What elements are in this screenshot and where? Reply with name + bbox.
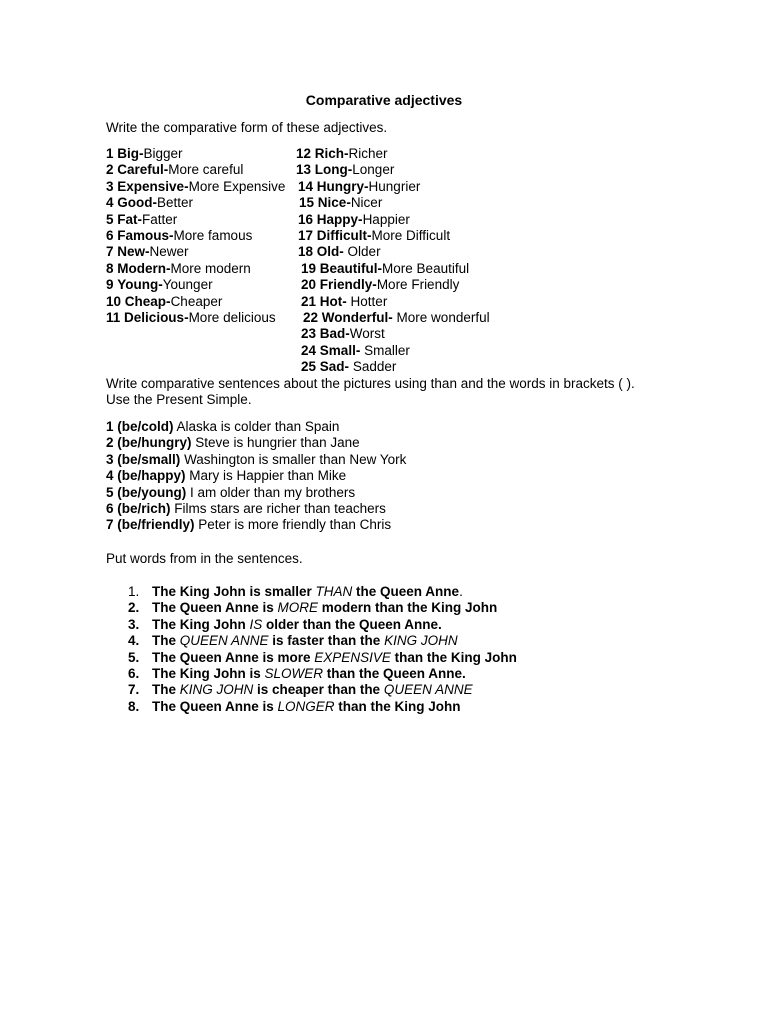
fill-sentence-item: 1. The King John is smaller THAN the Queen Anne.: [128, 584, 463, 599]
instruction-comparative-form: Write the comparative form of these adjectives.: [106, 120, 388, 135]
sentence-item: 7 (be/friendly) Peter is more friendly than Chris: [106, 517, 392, 533]
sentence-item: 6 (be/rich) Films stars are richer than teachers: [106, 501, 386, 516]
adjective-item: 3 Expensive-More Expensive: [106, 178, 286, 194]
adjective-item: 20 Friendly-More Friendly: [301, 277, 460, 293]
fill-sentence-item: 3. The King John IS older than the Queen Anne.: [128, 616, 442, 632]
adjective-item: 4 Good-Better: [106, 195, 194, 211]
instruction-present-simple: Use the Present Simple.: [106, 392, 252, 407]
adjective-item: 10 Cheap-Cheaper: [106, 293, 223, 309]
sentence-item: 5 (be/young) I am older than my brothers: [106, 484, 356, 500]
page-title: Comparative adjectives: [305, 92, 463, 108]
adjective-item: 11 Delicious-More delicious: [106, 310, 276, 325]
sentence-item: 2 (be/hungry) Steve is hungrier than Jane: [106, 435, 360, 451]
fill-sentence-item: 7. The KING JOHN is cheaper than the QUEEN ANNE: [128, 682, 473, 698]
instruction-put-words: Put words from in the sentences.: [106, 551, 303, 566]
adjective-item: 8 Modern-More modern: [106, 260, 251, 276]
instruction-sentences: Write comparative sentences about the pictures using than and the words in brackets ( ).: [106, 376, 635, 391]
fill-sentence-item: 8. The Queen Anne is LONGER than the King John: [128, 698, 461, 714]
adjective-item: 23 Bad-Worst: [301, 326, 385, 342]
adjective-item: 16 Happy-Happier: [298, 211, 410, 227]
adjective-item: 7 New-Newer: [106, 244, 189, 260]
sentence-item: 4 (be/happy) Mary is Happier than Mike: [106, 468, 347, 484]
adjective-item: 15 Nice-Nicer: [299, 195, 383, 211]
sentence-item: 3 (be/small) Washington is smaller than New York: [106, 451, 407, 467]
adjective-item: 13 Long-Longer: [296, 162, 395, 178]
adjective-item: 19 Beautiful-More Beautiful: [301, 260, 470, 276]
fill-sentence-item: 6. The King John is SLOWER than the Queen Anne.: [128, 666, 466, 681]
adjective-item: 22 Wonderful- More wonderful: [303, 310, 490, 325]
adjective-item: 25 Sad- Sadder: [301, 359, 397, 375]
adjective-item: 5 Fat-Fatter: [106, 211, 178, 227]
sentence-item: 1 (be/cold) Alaska is colder than Spain: [106, 419, 340, 434]
adjective-item: 12 Rich-Richer: [296, 146, 388, 161]
adjective-item: 21 Hot- Hotter: [301, 293, 388, 309]
fill-sentence-item: 4. The QUEEN ANNE is faster than the KING JOHN: [128, 633, 458, 649]
fill-sentence-item: 2. The Queen Anne is MORE modern than the King John: [128, 600, 498, 616]
adjective-item: 17 Difficult-More Difficult: [298, 228, 451, 243]
adjective-item: 9 Young-Younger: [106, 277, 213, 293]
adjective-item: 14 Hungry-Hungrier: [298, 178, 421, 194]
adjective-item: 2 Careful-More careful: [106, 162, 244, 178]
adjective-item: 6 Famous-More famous: [106, 228, 253, 243]
adjective-item: 1 Big-Bigger: [106, 146, 183, 161]
adjective-item: 18 Old- Older: [298, 244, 381, 260]
fill-sentence-item: 5. The Queen Anne is more EXPENSIVE than the King John: [128, 649, 517, 665]
adjective-item: 24 Small- Smaller: [301, 342, 410, 358]
